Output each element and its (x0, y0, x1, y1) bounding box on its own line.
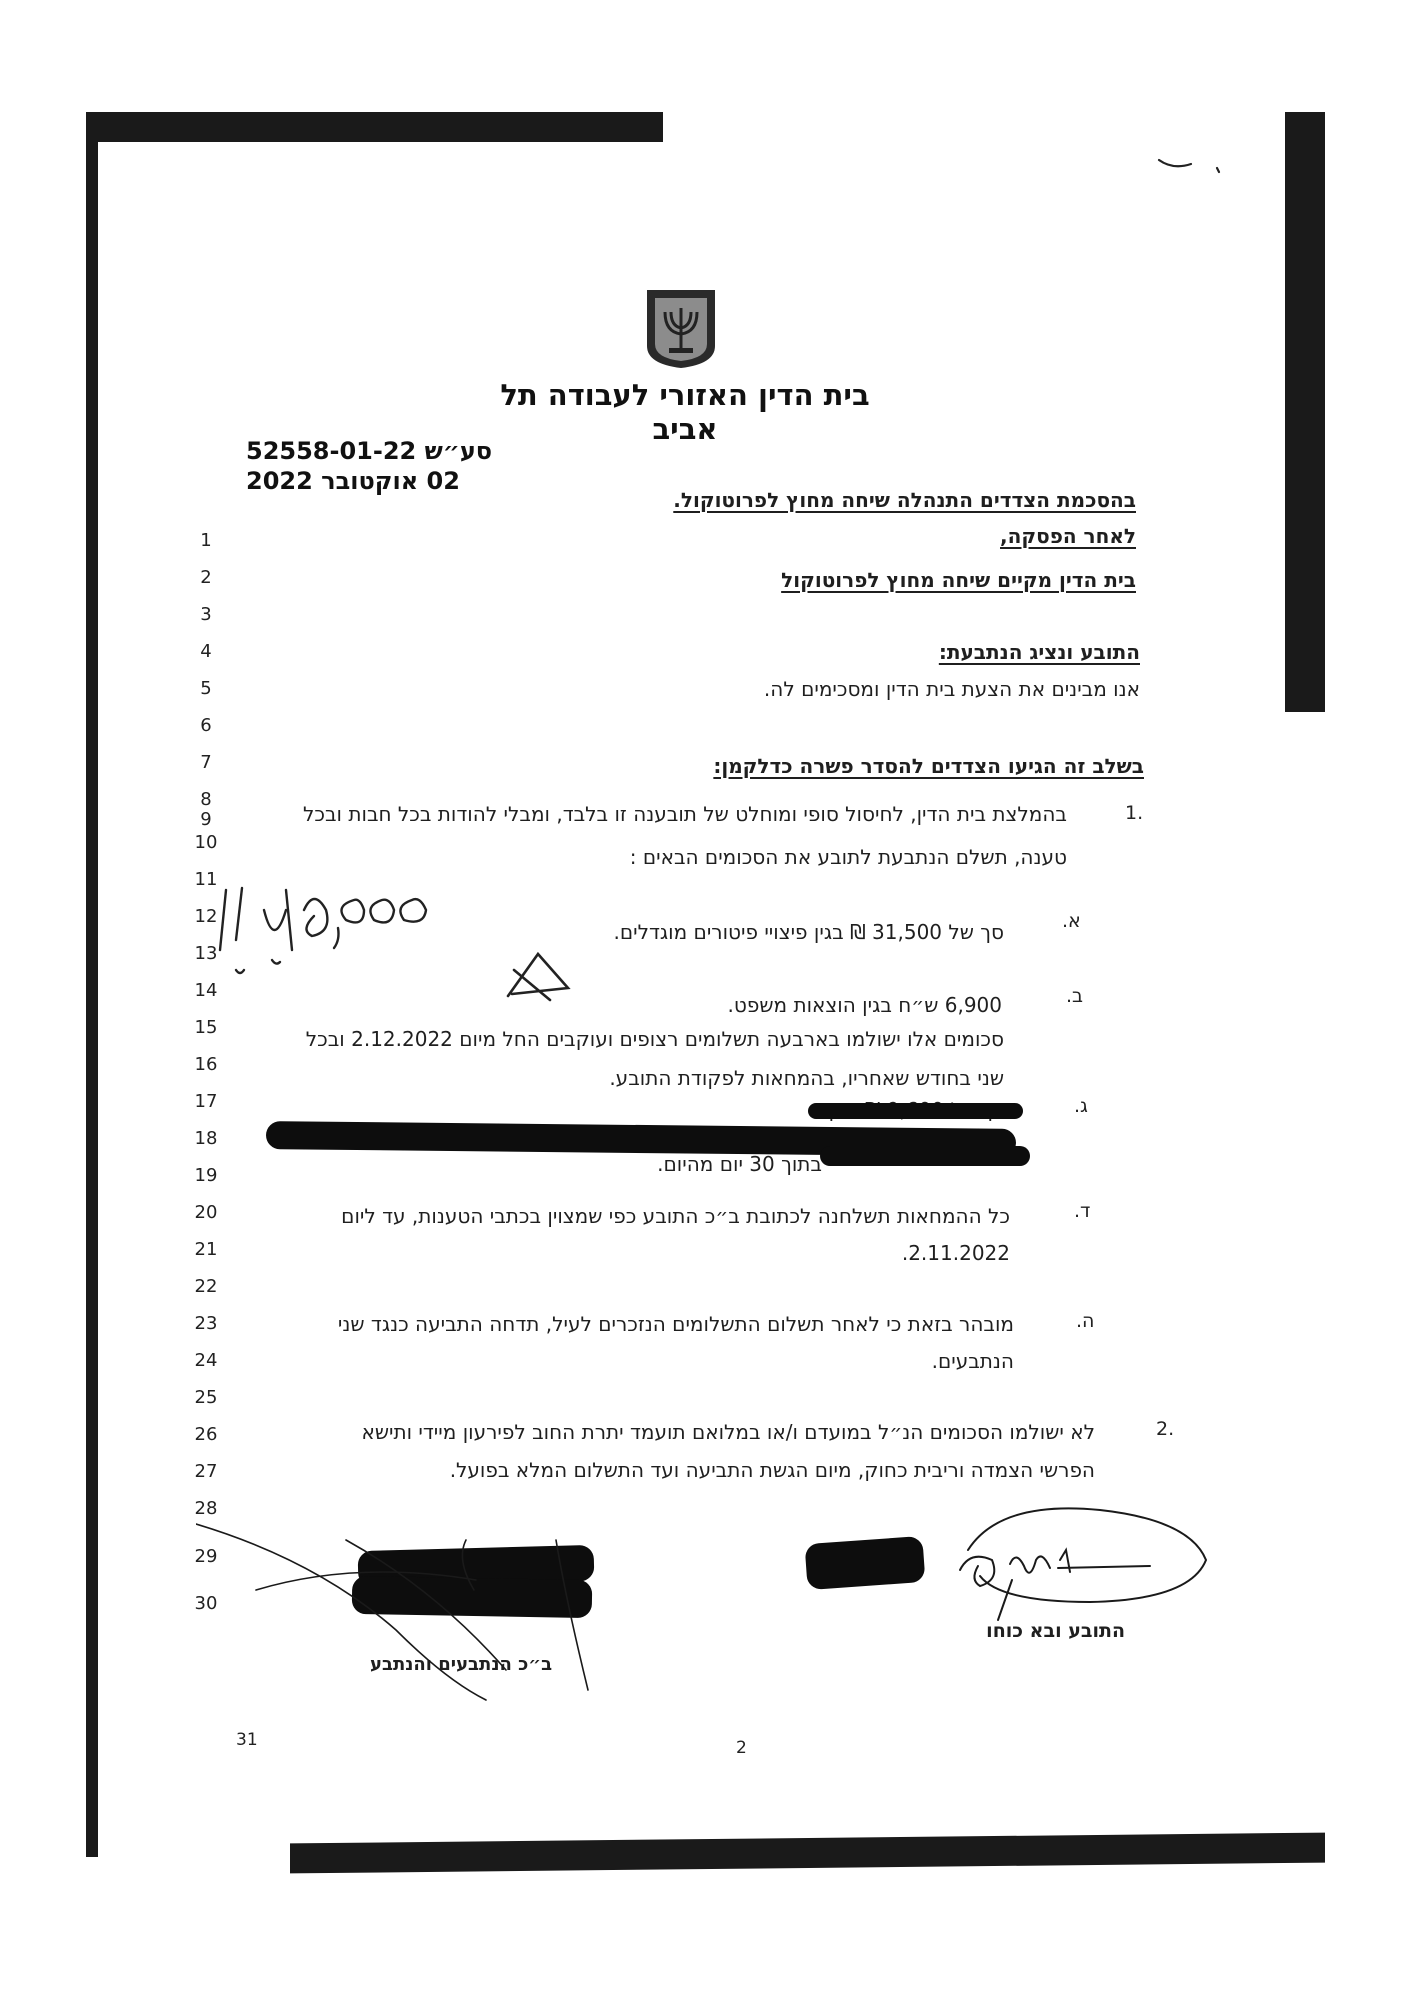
line-number: 20 (194, 1202, 218, 1223)
plaintiff-heading: התובע ונציג הנתבעת: (938, 640, 1140, 664)
item-marker: 2. (1156, 1418, 1175, 1440)
sub-marker-g: ג. (1074, 1095, 1088, 1117)
plaintiff-signature-label: התובע ובא כוחו (986, 1620, 1125, 1642)
line-number: 17 (194, 1091, 218, 1112)
sub-d-line1: כל ההמחאות תשלחנה לכתובת ב״כ התובע כפי שמצוין בכתבי הטענות, עד ליום (341, 1204, 1010, 1228)
sub-b-line2: סכומים אלו ישולמו בארבעה תשלומים רצופים ועוקבים החל מיום 2.12.2022 ובכל (305, 1027, 1004, 1051)
line-number: 4 (200, 641, 212, 662)
line-number: 8 (200, 789, 212, 810)
line-number: 22 (194, 1276, 218, 1297)
sub-b-text: 6,900 ש״ח בגין הוצאות משפט. (727, 993, 1002, 1017)
line-number: 11 (194, 869, 218, 890)
line-number: 30 (194, 1593, 218, 1614)
scan-edge-bottom (290, 1833, 1325, 1874)
line-number: 13 (194, 943, 218, 964)
line-number: 16 (194, 1054, 218, 1075)
item2-line2: הפרשי הצמדה וריבית כחוק, מיום הגשת התביעה ועד התשלום המלא בפועל. (449, 1458, 1095, 1482)
scan-edge-top (88, 112, 663, 142)
sub-h-line2: הנתבעים. (931, 1349, 1014, 1373)
line-number: 6 (200, 715, 212, 736)
hearing-date: 02 אוקטובר 2022 (246, 467, 460, 495)
state-emblem-icon (641, 286, 721, 370)
line-number: 10 (194, 832, 218, 853)
line-number: 21 (194, 1239, 218, 1260)
plaintiff-statement: אנו מבינים את הצעת בית הדין ומסכימים לה. (763, 677, 1140, 701)
protocol-line-c: בית הדין מקיים שיחה מחוץ לפרוטוקול (781, 568, 1136, 592)
line-number: 14 (194, 980, 218, 1001)
redaction-bar (820, 1146, 1030, 1166)
item1-line1: בהמלצת בית הדין, לחיסול סופי ומוחלט של תובענה זו בלבד, ומבלי להודות בכל חבות ובכל (303, 802, 1067, 826)
item1-line2: טענה, תשלם הנתבעת לתובע את הסכומים הבאים : (629, 845, 1067, 869)
protocol-line-a: בהסכמת הצדדים התנהלה שיחה מחוץ לפרוטוקול. (673, 488, 1136, 512)
sub-marker-d: ד. (1074, 1200, 1091, 1222)
sub-marker-b: ב. (1066, 985, 1084, 1007)
redaction-bar (808, 1103, 1023, 1119)
line-number: 27 (194, 1461, 218, 1482)
line-number: 7 (200, 752, 212, 773)
sub-g-line3: בתוך 30 יום מהיום. (657, 1152, 822, 1176)
line-number: 29 (194, 1546, 218, 1567)
line-number: 23 (194, 1313, 218, 1334)
sub-h-line1: מובהר בזאת כי לאחר תשלום התשלומים הנזכרים לעיל, תדחה התביעה כנגד שני (337, 1312, 1014, 1336)
scan-edge-right (1285, 112, 1325, 712)
defendants-counsel-signature-label: ב״כ הנתבעים והנתבע (370, 1654, 553, 1675)
line-number: 9 (200, 809, 212, 830)
sub-marker-a: א. (1062, 910, 1081, 932)
settlement-heading: בשלב זה הגיעו הצדדים להסדר פשרה כדלקמן: (713, 754, 1144, 778)
handwritten-note (214, 870, 514, 980)
item-marker: 1. (1125, 802, 1144, 824)
line-number: 3 (200, 604, 212, 625)
scan-edge-left (86, 112, 98, 1857)
court-name: בית הדין האזורי לעבודה תל אביב (500, 378, 870, 446)
case-number: סע״ש 52558-01-22 (246, 437, 493, 465)
defendants-counsel-signature (196, 1520, 616, 1710)
line-number: 24 (194, 1350, 218, 1371)
line-number: 1 (200, 530, 212, 551)
sub-a-text: סך של 31,500 ₪ בגין פיצויי פיטורים מוגדלים. (613, 920, 1004, 944)
handwritten-mark (498, 944, 578, 1004)
sub-d-line2: 2.11.2022. (901, 1241, 1010, 1265)
protocol-line-b: לאחר הפסקה, (1000, 524, 1136, 548)
item2-line1: לא ישולמו הסכומים הנ״ל במועדם ו/או במלואם תועמד יתרת החוב לפירעון מיידי ותישא (361, 1420, 1095, 1444)
line-number: 2 (200, 567, 212, 588)
line-number: 15 (194, 1017, 218, 1038)
line-number: 18 (194, 1128, 218, 1149)
sub-marker-h: ה. (1076, 1310, 1095, 1332)
handwritten-scribble (1155, 150, 1225, 180)
line-number: 19 (194, 1165, 218, 1186)
line-number: 25 (194, 1387, 218, 1408)
line-number: 26 (194, 1424, 218, 1445)
page-number: 2 (736, 1738, 747, 1758)
line-number: 31 (236, 1730, 258, 1750)
redaction-bar (805, 1536, 926, 1590)
line-number: 28 (194, 1498, 218, 1519)
plaintiff-signature (940, 1490, 1210, 1640)
sub-b-line3: שני בחודש שאחריו, בהמחאות לפקודת התובע. (609, 1066, 1004, 1090)
line-number: 5 (200, 678, 212, 699)
line-number: 12 (194, 906, 218, 927)
